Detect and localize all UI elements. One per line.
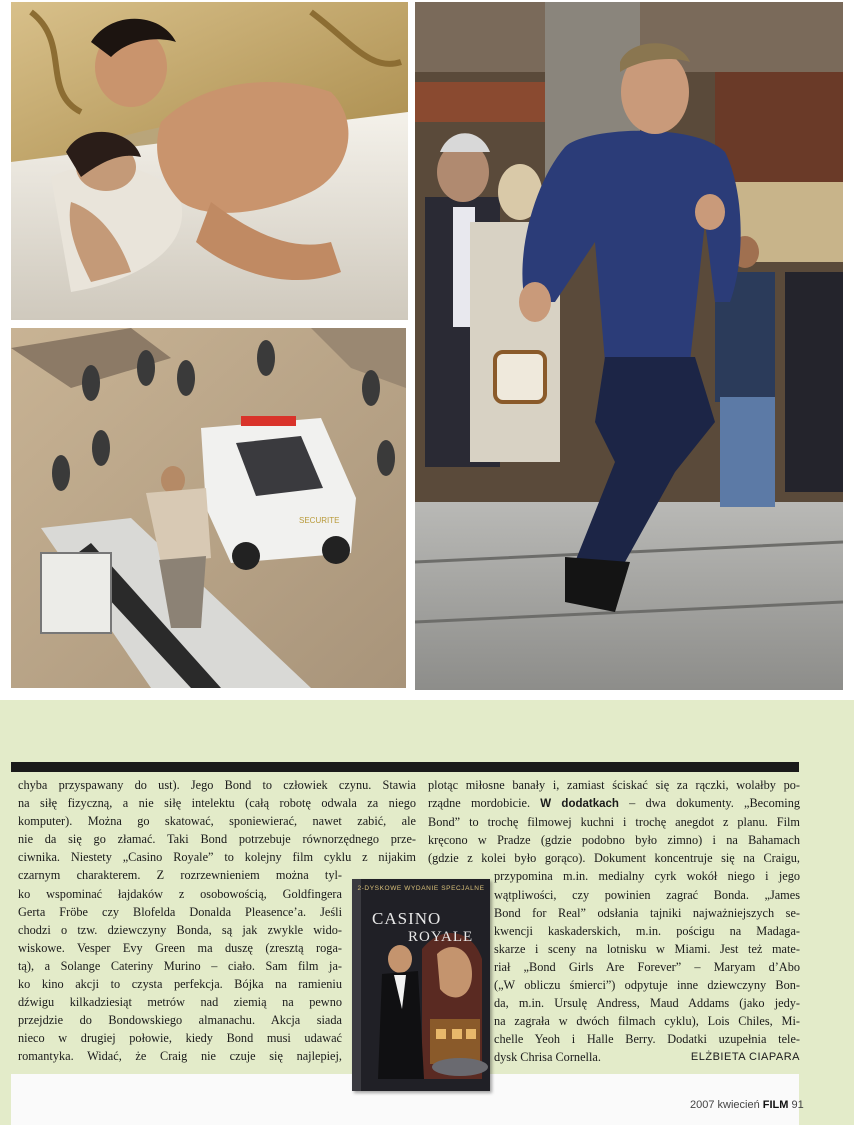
text-run: dysk Chrisa Cornella.: [494, 1050, 601, 1065]
page-footer: [690, 1099, 804, 1111]
text-line: kręcono w Pradze (gdzie podobno było zimno) i na Bahamach: [428, 833, 800, 848]
photo-running-man-image: [415, 2, 843, 690]
author-signature: ELŻBIETA CIAPARA: [690, 1051, 800, 1064]
photo-bed-scene-image: [11, 2, 408, 320]
dvd-title-royale: ROYALE: [408, 929, 474, 945]
footer-date: 2007 kwiecień: [690, 1099, 760, 1111]
text-line: chyba przyspawany do ust). Jego Bond to człowiek czynu. Stawia: [18, 778, 416, 792]
text-line: Bond” to trochę filmowej kuchni i trochę anegdot z planu. Film: [428, 815, 800, 830]
text-line: przejdzie do Bondowskiego almanachu. Akcja siada: [18, 1013, 342, 1028]
text-line: kwencji kaskaderskich, m.in. pościgu na Madaga-: [494, 923, 800, 938]
footer-page-number: 91: [791, 1099, 804, 1111]
extras-heading: W dodatkach: [540, 798, 619, 811]
text-line: ciwnika. Niestety „Casino Royale” to kolejny film cyklu z nijakim: [18, 850, 416, 865]
text-line: ko wspominać łajdaków z osobowością, Goldfingera: [18, 886, 342, 901]
text-run: – dwa dokumenty. „Becoming: [629, 796, 800, 811]
section-divider: [11, 762, 799, 772]
text-line: da, m.in. Ursulę Andress, Maud Addams (jako jedy-: [494, 996, 800, 1011]
text-line-signature: [494, 1048, 800, 1066]
text-line: romantyka. Widać, że Craig nie czuje się najlepiej,: [18, 1049, 342, 1064]
text-line: chelle Yeoh i Halle Berry. Dodatki uzupełnia tele-: [494, 1032, 800, 1047]
dvd-title-casino: CASINO: [372, 909, 442, 928]
photo-bed-scene: [11, 2, 408, 320]
photo-desert-scene: [11, 328, 406, 688]
text-line: wątpliwości, czy powinien zagrać Bonda. „James: [494, 887, 800, 902]
page-margin-right: [799, 700, 854, 1125]
text-line: tą), a Solange Cateriny Murino – ciało. Sam film ja-: [18, 958, 342, 973]
text-line: czarnym charakterem. Z rozrzewnieniem można tyl-: [18, 868, 342, 883]
text-line: Gerta Fröbe czy Blofelda Donalda Pleasence’a. Jeśli: [18, 904, 342, 919]
text-line: przypomina m.in. medialny cyrk wokół niego i jego: [494, 869, 800, 884]
text-run: rządne mordobicie.: [428, 796, 531, 811]
text-line: komputer). Można go skatować, sponiewierać, nawet zabić, ale: [18, 814, 416, 829]
dvd-cover: [352, 879, 490, 1091]
photo-running-man: [415, 2, 843, 690]
text-line: na zagrała w dwóch filmach cyklu), Lois Chiles, Mi-: [494, 1014, 800, 1029]
text-line: dźwigu kilkadziesiąt metrów nad ziemią na pewno: [18, 995, 342, 1010]
truck-label: SECURITE: [299, 516, 340, 525]
text-line: nieco w drugiej połowie, kiedy Bond musi udawać: [18, 1031, 342, 1046]
text-line: plotąc miłosne banały i, zamiast ściskać się za rączki, wolałby po-: [428, 778, 800, 792]
text-line: nie da się go złamać. Taki Bond potrzebuje równorzędnego prze-: [18, 832, 416, 847]
photo-desert-scene-image: [11, 328, 406, 688]
text-line: (gdzie z kolei było gorąco). Dokument koncentruje się na Craigu,: [428, 851, 800, 866]
text-line-with-bold: [428, 794, 800, 813]
text-line: Bond for Real” odsłania tajniki najważniejszych se-: [494, 905, 800, 920]
text-line: („W obliczu śmierci”) odpytuje inne dziewczyny Bon-: [494, 978, 800, 993]
footer-magazine: FILM: [762, 1099, 789, 1111]
text-line: skarze i sceny na lotnisku w Miami. Jest też mate-: [494, 941, 800, 956]
text-line: riał „Bond Girls Are Forever” – Maryam d’Abo: [494, 959, 800, 974]
text-line: na siłę fizyczną, a nie siłę intelektu (całą robotę odwala za niego: [18, 796, 416, 811]
text-line: wiskowe. Vesper Evy Green ma duszę (zresztą roga-: [18, 940, 342, 955]
text-line: chodzi o tzw. dziewczyny Bonda, są jak zwykle wido-: [18, 922, 342, 937]
dvd-edition-label: 2-DYSKOWE WYDANIE SPECJALNE: [357, 885, 485, 892]
text-line: ko kino akcji to czysta perfekcja. Bójka na ramieniu: [18, 977, 342, 992]
